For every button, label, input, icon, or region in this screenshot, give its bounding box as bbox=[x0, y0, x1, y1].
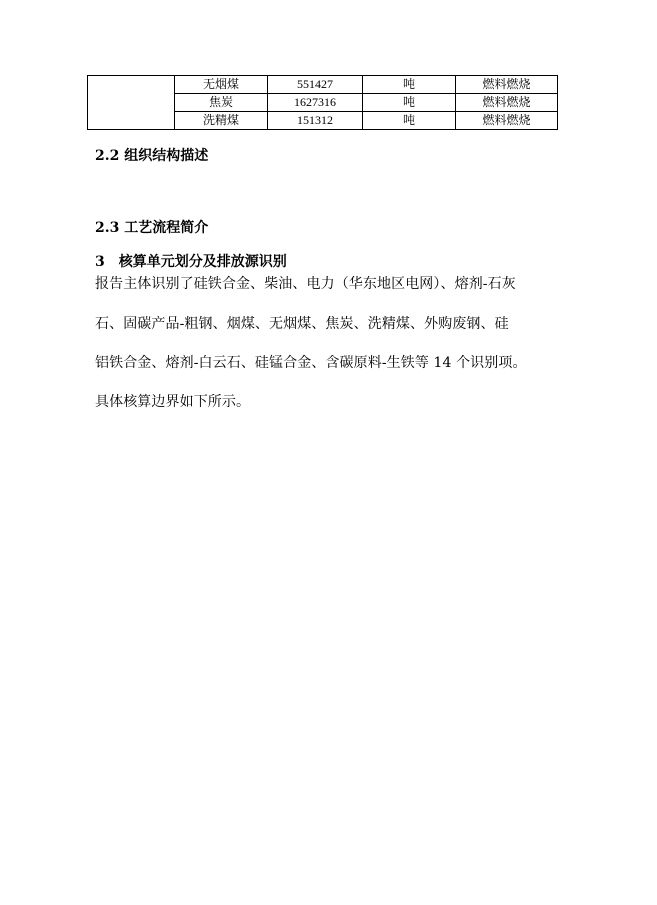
table-row bbox=[88, 76, 558, 94]
table-merged-cell bbox=[88, 76, 175, 130]
table-cell-value: 551427 bbox=[268, 76, 363, 94]
table-cell-name: 洗精煤 bbox=[175, 112, 268, 130]
section-heading-2-2: 2.2 组织结构描述 bbox=[95, 148, 209, 164]
table-cell-unit: 吨 bbox=[363, 94, 456, 112]
section-heading-3: 3 核算单元划分及排放源识别 bbox=[95, 254, 287, 270]
table-cell-type: 燃料燃烧 bbox=[456, 76, 558, 94]
table-cell-unit: 吨 bbox=[363, 112, 456, 130]
table-cell-unit: 吨 bbox=[363, 76, 456, 94]
section-heading-2-3: 2.3 工艺流程简介 bbox=[95, 220, 209, 236]
paragraph-line-1: 报告主体识别了硅铁合金、柴油、电力（华东地区电网）、熔剂-石灰 bbox=[95, 276, 516, 292]
paragraph-line-2: 石、固碳产品-粗钢、烟煤、无烟煤、焦炭、洗精煤、外购废钢、硅 bbox=[95, 316, 509, 332]
table-cell-value: 1627316 bbox=[268, 94, 363, 112]
table-cell-name: 无烟煤 bbox=[175, 76, 268, 94]
table-cell-type: 燃料燃烧 bbox=[456, 112, 558, 130]
table-cell-value: 151312 bbox=[268, 112, 363, 130]
paragraph-line-3: 铝铁合金、熔剂-白云石、硅锰合金、含碳原料-生铁等 14 个识别项。 bbox=[95, 355, 527, 371]
table-cell-type: 燃料燃烧 bbox=[456, 94, 558, 112]
table-cell-name: 焦炭 bbox=[175, 94, 268, 112]
fuel-table bbox=[87, 75, 558, 130]
paragraph-line-4: 具体核算边界如下所示。 bbox=[95, 394, 251, 410]
